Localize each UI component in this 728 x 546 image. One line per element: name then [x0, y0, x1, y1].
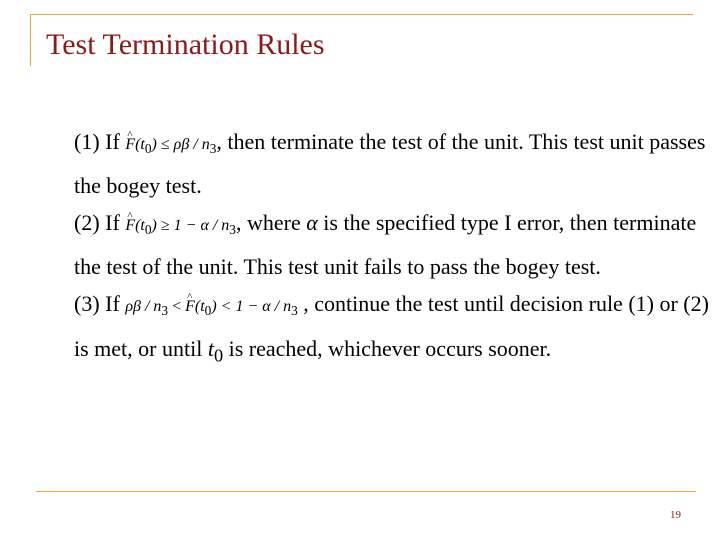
rule-3: (3) If ρβ / $n_3$ < ^ $F(t_0) < 1 - \alpha / n_3$ , continue the test until decision rule (1) or (2) is met, or until $t_0$ is reached, whichever occurs sooner. [74, 285, 714, 374]
rule-2-label: (2) If [74, 210, 120, 236]
rule-3-formula: ρβ / $n_3$ < ^ $F(t_0) < 1 - \alpha / n_3$ [125, 298, 297, 315]
top-accent-line [30, 14, 693, 15]
rule-1-text: , then terminate the test of the unit. This test unit passes the bogey test. [74, 129, 706, 199]
slide-title: Test Termination Rules [46, 28, 325, 61]
rule-2-formula: ^ $F(t_0) \ge 1 - \alpha / n_3$ [125, 217, 236, 234]
f-hat-symbol: ^ F [125, 207, 135, 244]
f-hat-symbol: ^ F [185, 288, 195, 325]
rule-2: (2) If ^ $F(t_0) \ge 1 - \alpha / n_3$, where α is the specified type I error, then terminate the test of the unit. This test unit fails to pass the bogey test. [74, 204, 714, 285]
t-symbol: t [207, 335, 214, 361]
left-accent-line [30, 14, 31, 66]
f-hat-symbol: ^ F [125, 126, 135, 163]
rule-1 [74, 123, 714, 204]
slide-body [74, 123, 714, 374]
rule-1-formula: ^ $F(t_0) \le \rho\beta / n_3$ [125, 136, 216, 153]
rule-3-label: (3) If [74, 291, 120, 317]
bottom-accent-line [36, 491, 696, 492]
alpha-symbol: α [306, 210, 318, 236]
rule-1-label: (1) If [74, 129, 120, 154]
page-number: 19 [670, 509, 681, 521]
